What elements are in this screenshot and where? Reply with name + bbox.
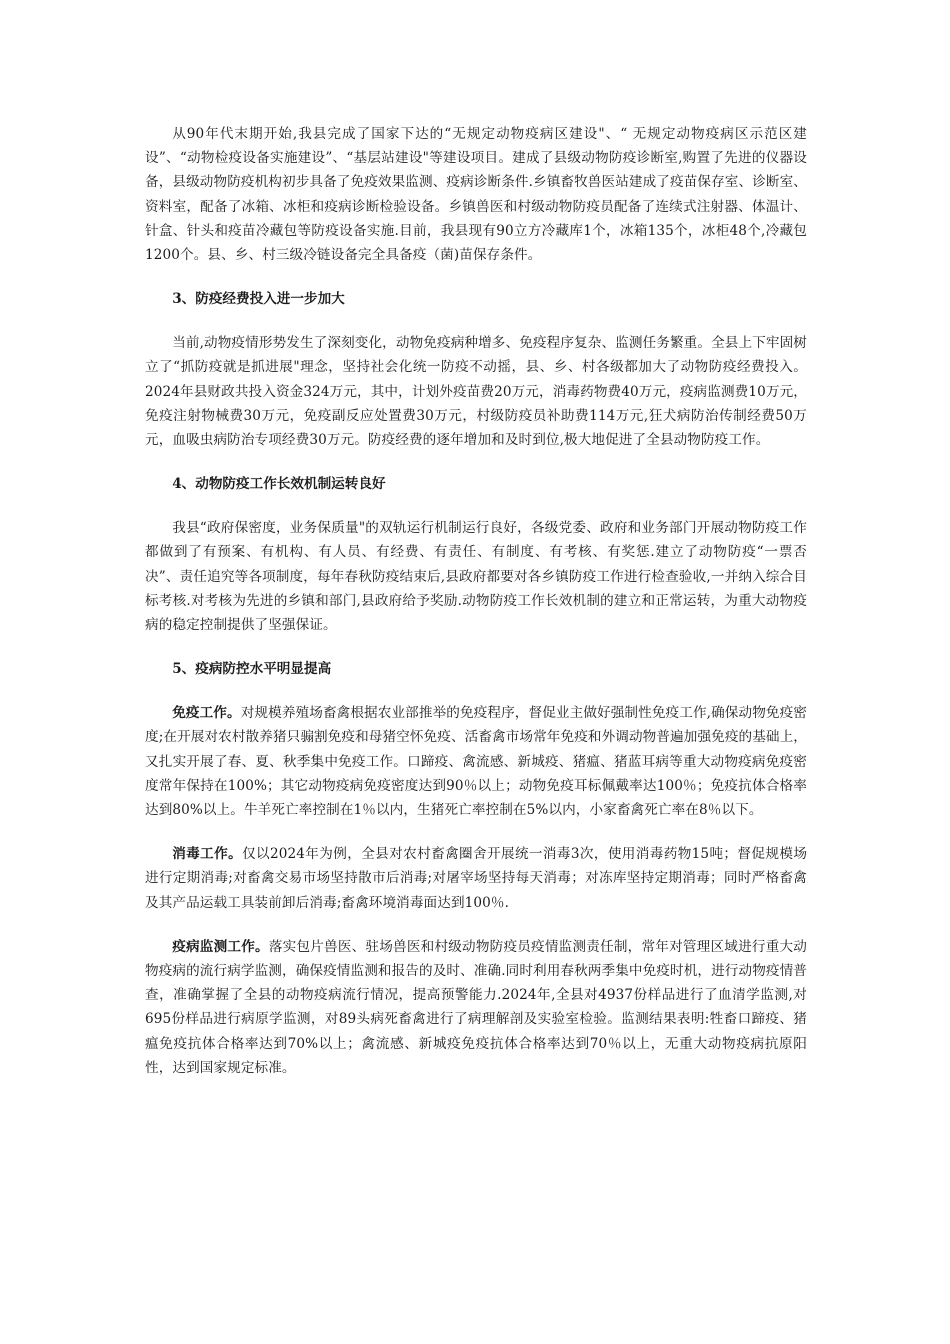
immunization-text: 对规模养殖场畜禽根据农业部推举的免疫程序，督促业主做好强制性免疫工作,确保动物免疫密度;在开展对农村散养猪只骟割免疫和母猪空怀免疫、活畜禽市场常年免疫和外调动物普遍加强免疫的基础上，又扎实开展了春、夏、秋季集中免疫工作。口蹄疫、禽流感、新城疫、猪瘟、猪蓝耳病等重大动物疫病免疫密度常年保持在100%；其它动物疫病免疫密度达到90％以上；动物免疫耳标佩戴率达100％；免疫抗体合格率达到80%以上。牛羊死亡率控制在1％以内，生猪死亡率控制在5%以内，小家畜禽死亡率在8％以下。 <box>145 705 807 819</box>
disinfection-paragraph <box>145 842 807 915</box>
section-3-paragraph: 当前,动物疫情形势发生了深刻变化，动物免疫病种增多、免疫程序复杂、监测任务繁重。全县上下牢固树立了“抓防疫就是抓进展"理念，坚持社会化统一防疫不动摇，县、乡、村各级都加大了动物防疫经费投入。2024年县财政共投入资金324万元，其中，计划外疫苗费20万元，消毒药物费40万元，疫病监测费10万元，免疫注射物械费30万元，免疫副反应处置费30万元，村级防疫员补助费114万元,狂犬病防治传制经费50万元，血吸虫病防治专项经费30万元。防疫经费的逐年增加和及时到位,极大地促进了全县动物防疫工作。 <box>145 335 807 449</box>
monitoring-text: 落实包片兽医、驻场兽医和村级动物防疫员疫情监测责任制，常年对管理区域进行重大动物疫病的流行病学监测，确保疫情监测和报告的及时、准确.同时利用春秋两季集中免疫时机，进行动物疫情普查，准确掌握了全县的动物疫病流行情况，提高预警能力.2024年,全县对4937份样品进行了血清学监测,对695份样品进行病原学监测，对89头病死畜禽进行了病理解剖及实验室检验。监测结果表明:牲畜口蹄疫、猪瘟免疫抗体合格率达到70%以上；禽流感、新城疫免疫抗体合格率达到70％以上，无重大动物疫病抗原阳性，达到国家规定标准。 <box>145 938 807 1076</box>
monitoring-paragraph <box>145 935 807 1080</box>
immunization-paragraph <box>145 701 807 822</box>
section-5-heading: 5、疫病防控水平明显提高 <box>172 661 332 678</box>
monitoring-lead: 疫病监测工作。 <box>172 938 269 955</box>
section-4-paragraph: 我县“政府保密度，业务保质量"的双轨运行机制运行良好，各级党委、政府和业务部门开展动物防疫工作都做到了有预案、有机构、有人员、有经费、有责任、有制度、有考核、有奖惩.建立了动物防疫“一票否决”、责任追究等各项制度，每年春秋防疫结束后,县政府都要对各乡镇防疫工作进行检查验收,一并纳入综合目标考核.对考核为先进的乡镇和部门,县政府给予奖励.动物防疫工作长效机制的建立和正常运转，为重大动物疫病的稳定控制提供了坚强保证。 <box>145 520 807 634</box>
disinfection-lead: 消毒工作。 <box>172 846 243 863</box>
immunization-lead: 免疫工作。 <box>172 705 241 722</box>
section-3-heading: 3、防疫经费投入进一步加大 <box>172 291 345 308</box>
disinfection-text: 仅以2024年为例，全县对农村畜禽圈舍开展统一消毒3次，使用消毒药物15吨；督促规模场进行定期消毒;对畜禽交易市场坚持散市后消毒;对屠宰场坚持每天消毒；对冻库坚持定期消毒；同时严格畜禽及其产品运载工具装前卸后消毒;畜禽环境消毒面达到100％. <box>145 846 808 911</box>
intro-paragraph: 从90年代末期开始,我县完成了国家下达的“无规定动物疫病区建设"、“ 无规定动物疫病区示范区建设”、“动物检疫设备实施建设”、“基层站建设"等建设项目。建成了县级动物防疫诊断室,购置了先进的仪器设备，县级动物防疫机构初步具备了免疫效果监测、疫病诊断条件.乡镇畜牧兽医站建成了疫苗保存室、诊断室、资料室，配备了冰箱、冰柜和疫病诊断检验设备。乡镇兽医和村级动物防疫员配备了连续式注射器、体温计、针盒、针头和疫苗冷藏包等防疫设备实施.目前，我县现有90立方冷藏库1个，冰箱135个，冰柜48个,冷藏包1200个。县、乡、村三级冷链设备完全具备疫（菌)苗保存条件。 <box>145 126 807 264</box>
section-4-heading: 4、动物防疫工作长效机制运转良好 <box>172 476 386 493</box>
document-body <box>145 122 807 1080</box>
